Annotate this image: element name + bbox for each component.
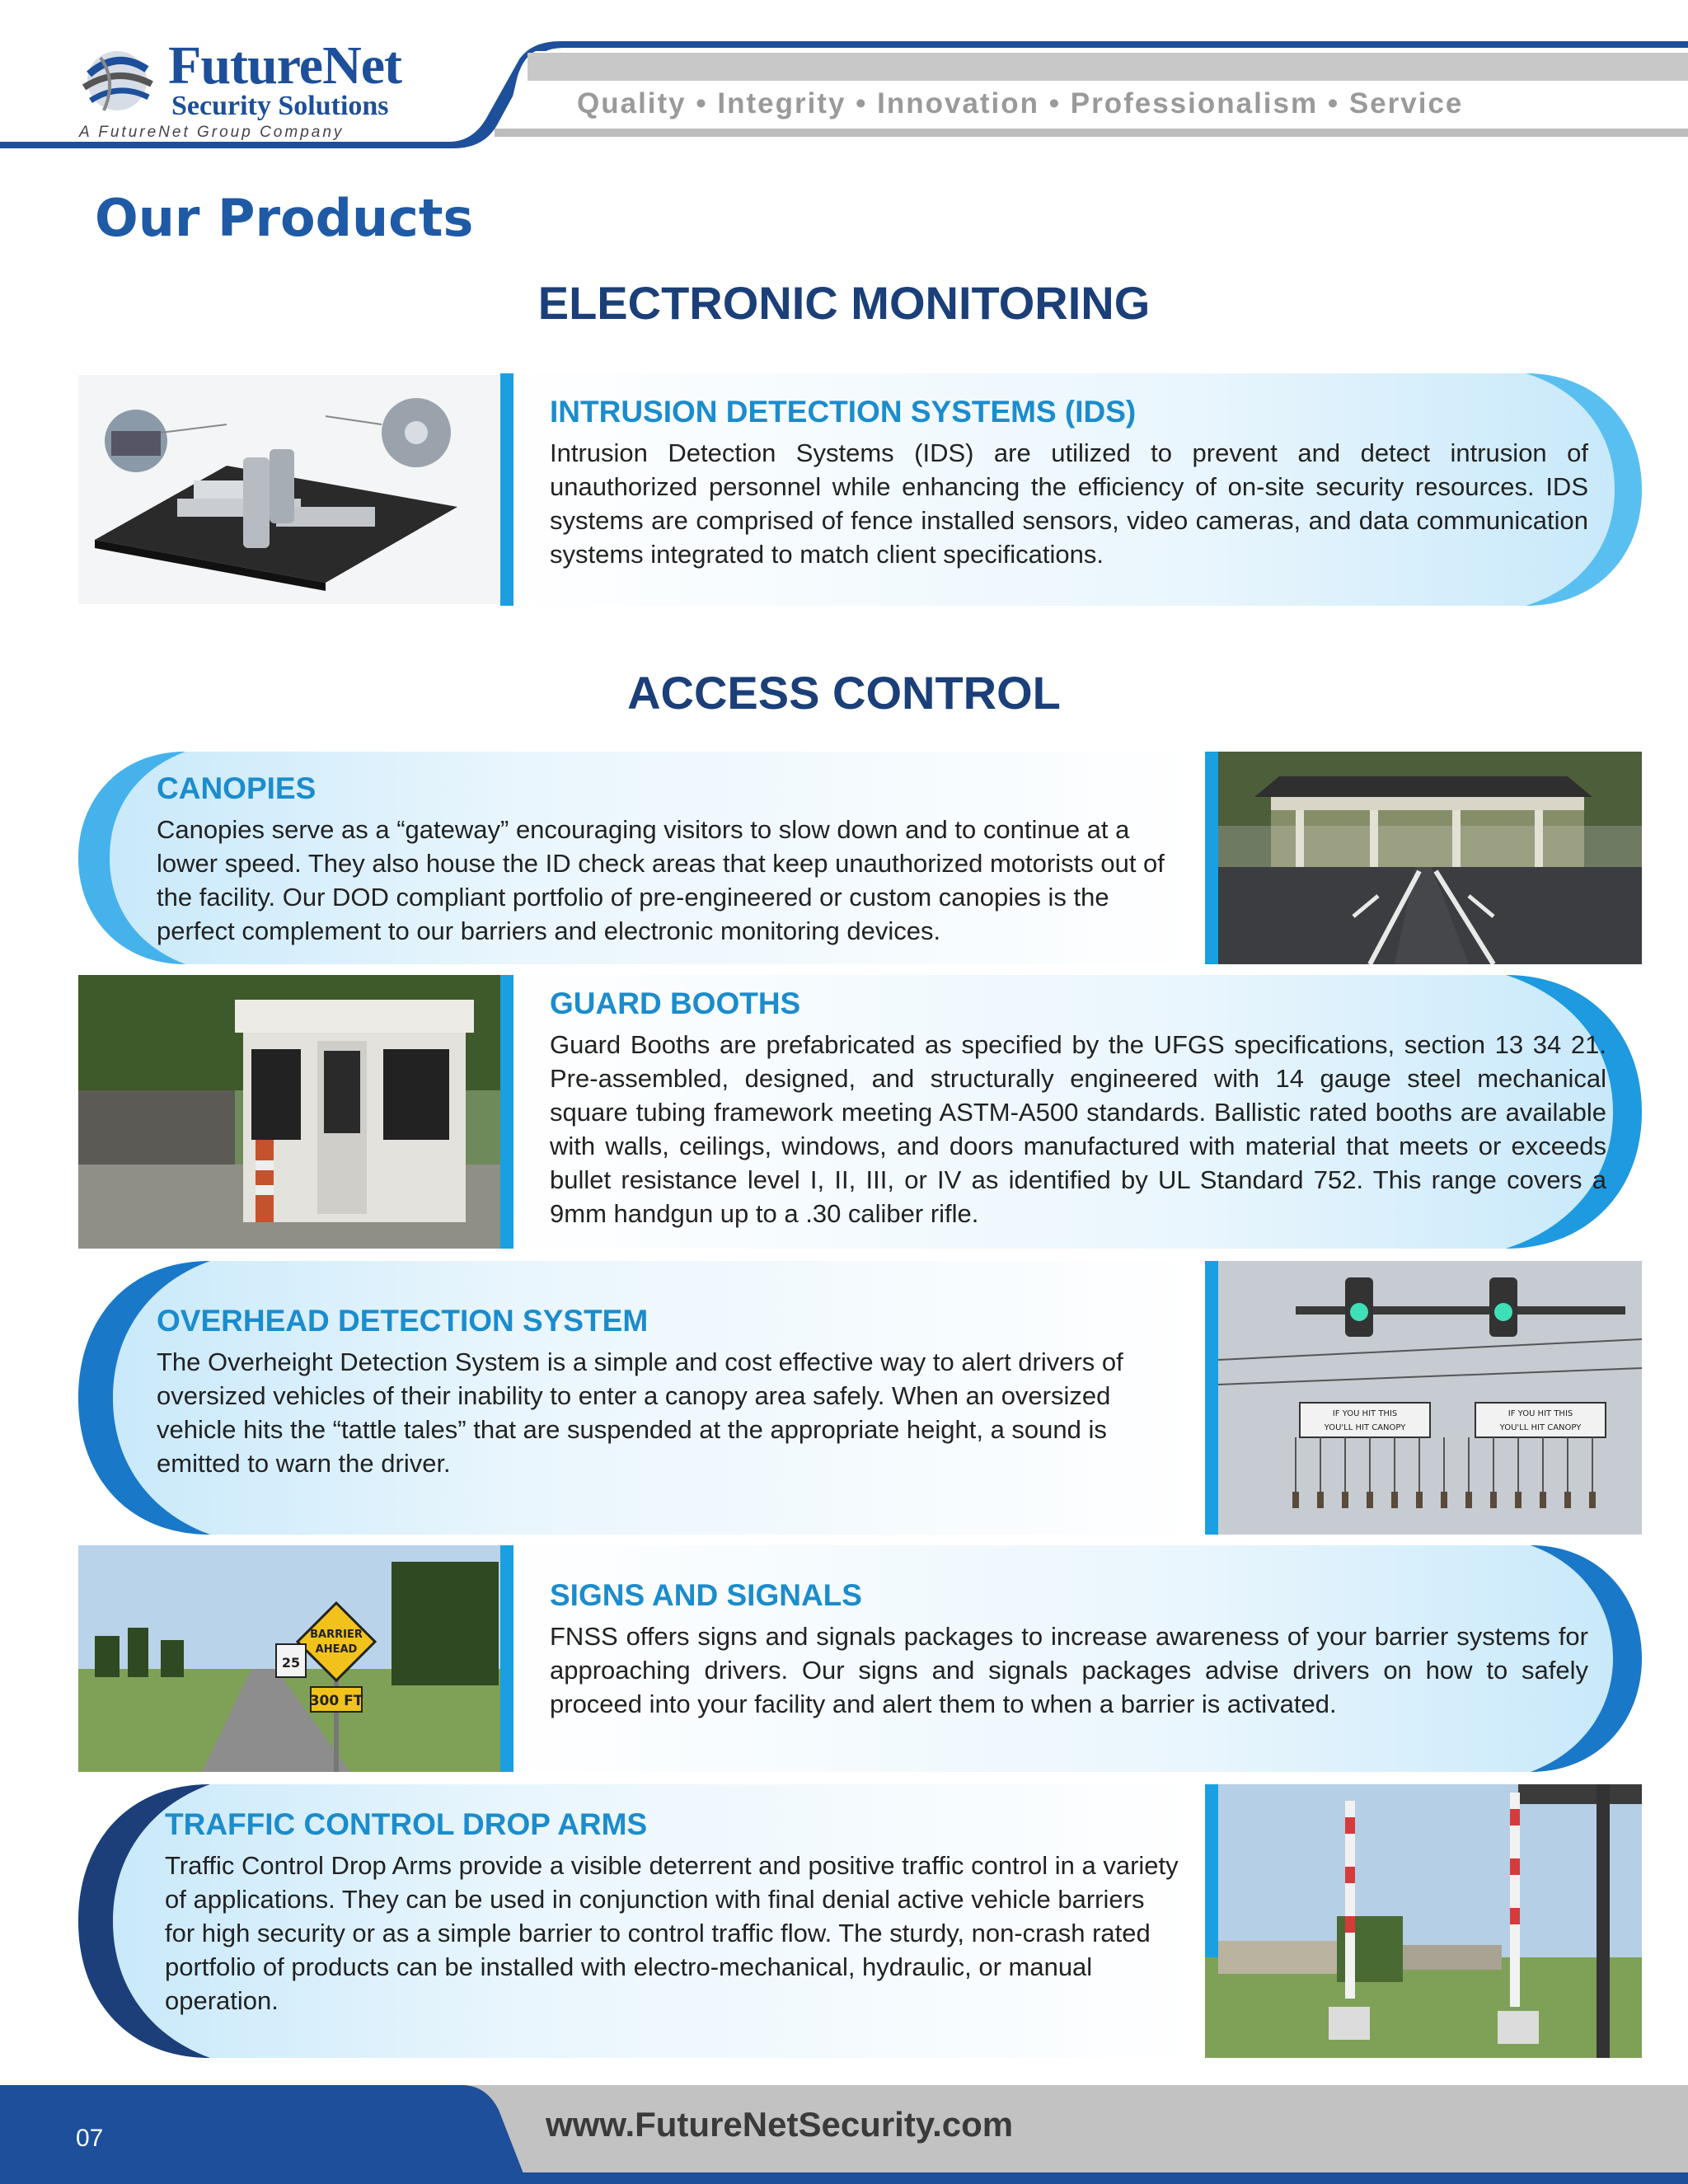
section-title-electronic-monitoring: ELECTRONIC MONITORING bbox=[537, 277, 1151, 329]
ods-left-sign-line1: IF YOU HIT THIS bbox=[1332, 1409, 1398, 1418]
ods-right-sign-line1: IF YOU HIT THIS bbox=[1507, 1409, 1573, 1418]
brand-subtitle: Security Solutions bbox=[171, 91, 389, 121]
page-number: 07 bbox=[76, 2125, 104, 2152]
ids-diagram-image bbox=[78, 375, 500, 604]
guard-booth-image bbox=[78, 975, 500, 1249]
speed-sign: 25 bbox=[281, 1655, 301, 1671]
guard-booths-body: Guard Booths are prefabricated as specified by the UFGS specifications, section 13 34 21. Pre-assembled, designed, and structurally engineered with 14 gauge steel mechanical square tubing framework meeting ASTM-A500 standards. Ballistic rated booths are available with walls, ceilings, windows, and doors manufactured with material that meets or exceeds bullet resistance level I, II, III, or IV as identified by UL Standard 752. This range covers a 9mm handgun up to a .30 caliber rifle. bbox=[550, 1030, 1606, 1228]
section-title-access-control: ACCESS CONTROL bbox=[627, 667, 1061, 719]
overhead-detection-image bbox=[1205, 1261, 1642, 1535]
canopies-title: CANOPIES bbox=[157, 771, 316, 805]
brand-group: A FutureNet Group Company bbox=[79, 124, 345, 141]
footer-website-link[interactable]: www.FutureNetSecurity.com bbox=[546, 2105, 1014, 2144]
company-logo bbox=[76, 35, 406, 150]
signs-image bbox=[78, 1545, 500, 1772]
signs-title: SIGNS AND SIGNALS bbox=[550, 1578, 862, 1612]
globe-icon bbox=[76, 41, 158, 117]
guard-booths-title: GUARD BOOTHS bbox=[550, 987, 801, 1020]
overhead-detection-card bbox=[78, 1261, 1203, 1535]
distance-sign: 300 FT bbox=[309, 1693, 363, 1709]
barrier-sign-line2: AHEAD bbox=[315, 1643, 358, 1656]
guard-booths-card bbox=[500, 975, 1642, 1249]
overhead-detection-title: OVERHEAD DETECTION SYSTEM bbox=[157, 1304, 649, 1338]
drop-arms-title: TRAFFIC CONTROL DROP ARMS bbox=[165, 1807, 648, 1841]
ods-left-sign-line2: YOU'LL HIT CANOPY bbox=[1324, 1423, 1406, 1432]
ods-right-sign-line2: YOU'LL HIT CANOPY bbox=[1499, 1423, 1582, 1432]
canopies-card bbox=[78, 752, 1203, 964]
brand-name: FutureNet bbox=[168, 35, 402, 96]
page-title: Our Products bbox=[95, 188, 474, 248]
canopies-image bbox=[1205, 752, 1642, 964]
header-tagline: Quality • Integrity • Innovation • Professionalism • Service bbox=[577, 87, 1464, 120]
drop-arms-image bbox=[1205, 1784, 1642, 2058]
barrier-sign-line1: BARRIER bbox=[310, 1629, 363, 1641]
ids-card bbox=[500, 373, 1642, 606]
signs-body: FNSS offers signs and signals packages to increase awareness of your barrier systems for approaching drivers. Our signs and signals packages advise drivers on how to safely proceed into your facility and alert them to when a barrier is activated. bbox=[550, 1622, 1588, 1718]
drop-arms-body: Traffic Control Drop Arms provide a visible deterrent and positive traffic control in a variety of applications. They can be used in conjunction with final denial active vehicle barriers for high security or as a simple barrier to control traffic flow. The sturdy, non-crash rated portfolio of products can be installed with electro-mechanical, hydraulic, or manual operation. bbox=[165, 1851, 1179, 2015]
drop-arms-card bbox=[78, 1784, 1203, 2058]
ids-title: INTRUSION DETECTION SYSTEMS (IDS) bbox=[550, 395, 1137, 429]
overhead-detection-body: The Overheight Detection System is a simple and cost effective way to alert drivers of oversized vehicles of their inability to enter a canopy area safely. When an oversized vehicle hits the “tattle tales” that are suspended at the appropriate height, a sound is emitted to warn the driver. bbox=[157, 1347, 1123, 1478]
signs-card bbox=[500, 1545, 1642, 1772]
canopies-body: Canopies serve as a “gateway” encouraging visitors to slow down and to continue at a lower speed. They also house the ID check areas that keep unauthorized motorists out of the facility. Our DOD compliant portfolio of pre-engineered or custom canopies is the perfect complement to our barriers and electronic monitoring devices. bbox=[157, 815, 1165, 945]
ids-body: Intrusion Detection Systems (IDS) are utilized to prevent and detect intrusion of unauthorized personnel while enhancing the efficiency of on-site security resources. IDS systems are comprised of fence installed sensors, video cameras, and data communication systems integrated to match client specifications. bbox=[550, 438, 1588, 569]
